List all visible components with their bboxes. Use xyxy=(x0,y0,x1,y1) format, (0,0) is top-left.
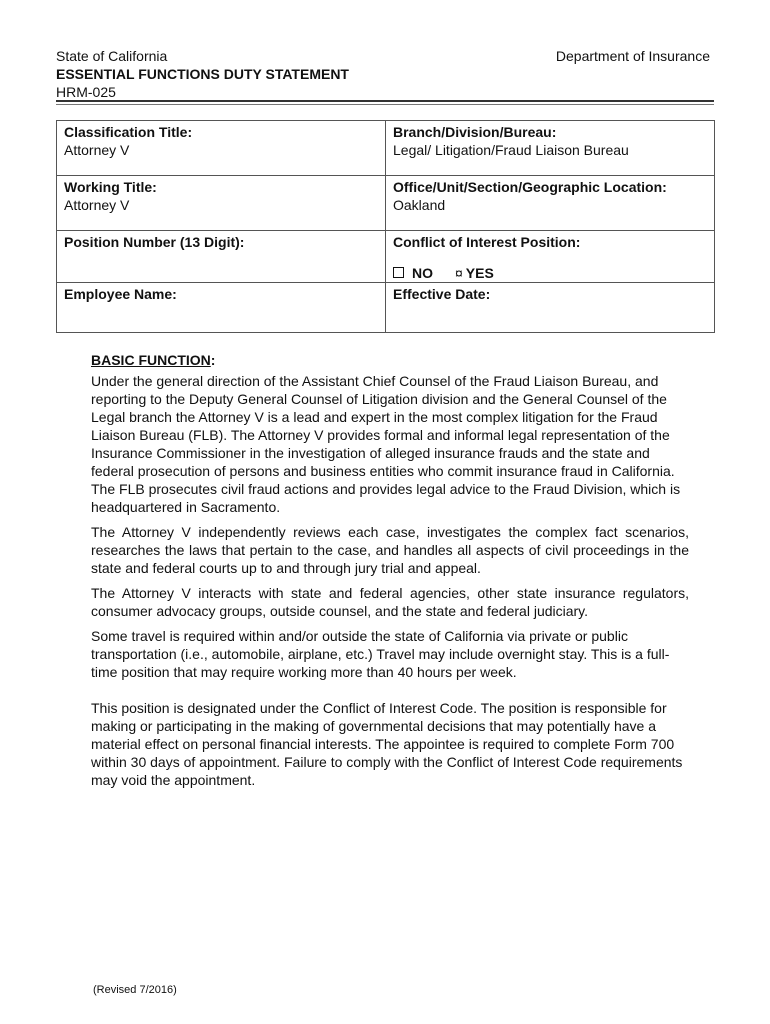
yes-currency-mark-icon: ¤ xyxy=(455,265,463,281)
state-label: State of California xyxy=(56,48,168,64)
document-header xyxy=(56,47,349,101)
header-rule-thin xyxy=(56,104,714,105)
table-row xyxy=(57,121,715,176)
conflict-label: Conflict of Interest Position: xyxy=(393,234,581,250)
office-value: Oakland xyxy=(393,197,446,213)
conflict-cell xyxy=(386,231,715,283)
table-row xyxy=(57,231,715,283)
conflict-no-label: NO xyxy=(412,265,433,281)
paragraph-interactions: The Attorney V interacts with state and federal agencies, other state insurance regulators, consumer advocacy groups, outside counsel, and the state and federal judiciary. xyxy=(91,585,689,619)
paragraph-overview: Under the general direction of the Assistant Chief Counsel of the Fraud Liaison Bureau, and reporting to the Deputy General Counsel of Litigation division and the General Counsel of the Legal branch the Attorney V is a lead and expert in the most complex litigation for the Fraud Liaison Bureau (FLB). The Attorney V provides formal and informal legal representation of the Insurance Commissioner in the investigation of alleged insurance frauds and the state and federal prosecution of persons and business entities who commit insurance fraud in California. The FLB prosecutes civil fraud actions and provides legal advice to the Fraud Division, which is headquartered in Sacramento. xyxy=(91,373,681,515)
classification-title-cell xyxy=(57,121,386,176)
table-row xyxy=(57,283,715,333)
effective-date-cell xyxy=(386,283,715,333)
basic-function-section xyxy=(91,351,689,796)
table-row xyxy=(57,176,715,231)
working-title-label: Working Title: xyxy=(64,179,157,195)
office-label: Office/Unit/Section/Geographic Location: xyxy=(393,179,667,195)
employee-name-label: Employee Name: xyxy=(64,286,177,302)
conflict-yes-label: YES xyxy=(465,265,494,281)
position-info-table xyxy=(56,120,715,333)
paragraph-travel: Some travel is required within and/or outside the state of California via private or public transportation (i.e., automobile, airplane, etc.) Travel may include overnight stay. This is a full-time position that may require working more than 40 hours per week. xyxy=(91,628,670,680)
basic-function-heading-colon: : xyxy=(210,352,216,368)
branch-label: Branch/Division/Bureau: xyxy=(393,124,557,140)
office-cell xyxy=(386,176,715,231)
conflict-options xyxy=(393,266,707,280)
revision-note: (Revised 7/2016) xyxy=(93,984,177,996)
branch-value: Legal/ Litigation/Fraud Liaison Bureau xyxy=(393,142,629,158)
basic-function-heading-text: BASIC FUNCTION xyxy=(91,352,211,368)
department-label: Department of Insurance xyxy=(555,48,710,64)
classification-title-label: Classification Title: xyxy=(64,124,193,140)
position-number-label: Position Number (13 Digit): xyxy=(64,234,245,250)
working-title-value: Attorney V xyxy=(64,197,130,213)
working-title-cell xyxy=(57,176,386,231)
header-rule xyxy=(56,100,714,102)
branch-cell xyxy=(386,121,715,176)
classification-title-value: Attorney V xyxy=(64,142,130,158)
effective-date-label: Effective Date: xyxy=(393,286,491,302)
position-number-cell xyxy=(57,231,386,283)
employee-name-cell xyxy=(57,283,386,333)
form-id: HRM-025 xyxy=(56,84,116,100)
paragraph-case-handling: The Attorney V independently reviews each case, investigates the complex fact scenarios, researches the laws that pertain to the case, and handles all aspects of civil proceedings in the state and federal courts up to and through jury trial and appeal. xyxy=(91,524,689,576)
document-title: ESSENTIAL FUNCTIONS DUTY STATEMENT xyxy=(56,66,349,82)
no-checkbox-icon[interactable] xyxy=(393,267,404,278)
paragraph-conflict-of-interest: This position is designated under the Conflict of Interest Code. The position is responsible for making or participating in the making of governmental decisions that may potentially have a material effect on personal financial interests. The appointee is required to complete Form 700 within 30 days of appointment. Failure to comply with the Conflict of Interest Code requirements may void the appointment. xyxy=(91,700,683,788)
basic-function-heading xyxy=(91,351,689,369)
